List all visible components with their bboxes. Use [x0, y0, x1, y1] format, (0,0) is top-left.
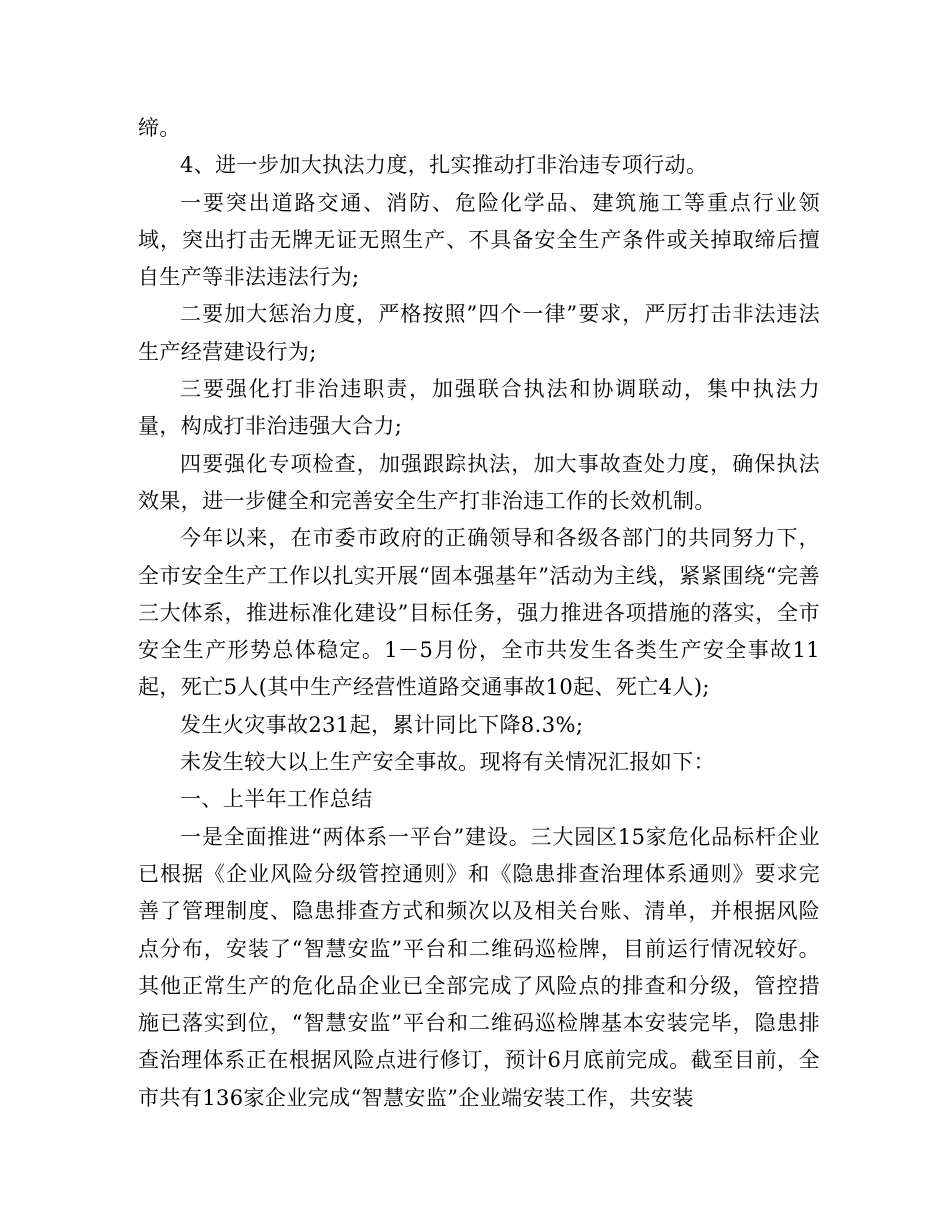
- section-heading-summary: 一、上半年工作总结: [180, 787, 373, 812]
- document-page: [138, 110, 820, 1117]
- section-heading-4: 4、进一步加大执法力度，扎实推动打非治违专项行动。: [180, 153, 708, 178]
- paragraph-item-3: 三要强化打非治违职责，加强联合执法和协调联动，集中执法力量，构成打非治违强大合力;: [138, 377, 820, 439]
- paragraph-two-systems: 一是全面推进“两体系一平台”建设。三大园区15家危化品标杆企业已根据《企业风险分级管控通则》和《隐患排查治理体系通则》要求完善了管理制度、隐患排查方式和频次以及相关台账、清单，并根据风险点分布，安装了“智慧安监”平台和二维码巡检牌，目前运行情况较好。其他正常生产的危化品企业已全部完成了风险点的排查和分级，管控措施已落实到位，“智慧安监”平台和二维码巡检牌基本安装完毕，隐患排查治理体系正在根据风险点进行修订，预计6月底前完成。截至目前，全市共有136家企业完成“智慧安监”企业端安装工作，共安装: [138, 824, 820, 1110]
- paragraph-intro: 今年以来，在市委市政府的正确领导和各级各部门的共同努力下，全市安全生产工作以扎实开展“固本强基年”活动为主线，紧紧围绕“完善三大体系，推进标准化建设”目标任务，强力推进各项措施的落实，全市安全生产形势总体稳定。1－5月份，全市共发生各类生产安全事故11起，死亡5人(其中生产经营性道路交通事故10起、死亡4人);: [138, 526, 820, 700]
- paragraph-item-1: 一要突出道路交通、消防、危险化学品、建筑施工等重点行业领域，突出打击无牌无证无照生产、不具备安全生产条件或关掉取缔后擅自生产等非法违法行为;: [138, 190, 820, 290]
- paragraph-item-4: 四要强化专项检查，加强跟踪执法，加大事故查处力度，确保执法效果，进一步健全和完善安全生产打非治违工作的长效机制。: [138, 451, 820, 513]
- paragraph-fire-accidents: 发生火灾事故231起，累计同比下降8.3%;: [180, 712, 584, 737]
- paragraph-report-lead: 未发生较大以上生产安全事故。现将有关情况汇报如下：: [180, 750, 715, 775]
- paragraph-item-2: 二要加大惩治力度，严格按照”四个一律”要求，严厉打击非法违法生产经营建设行为;: [138, 302, 820, 364]
- paragraph-continuation: 缔。: [138, 116, 181, 140]
